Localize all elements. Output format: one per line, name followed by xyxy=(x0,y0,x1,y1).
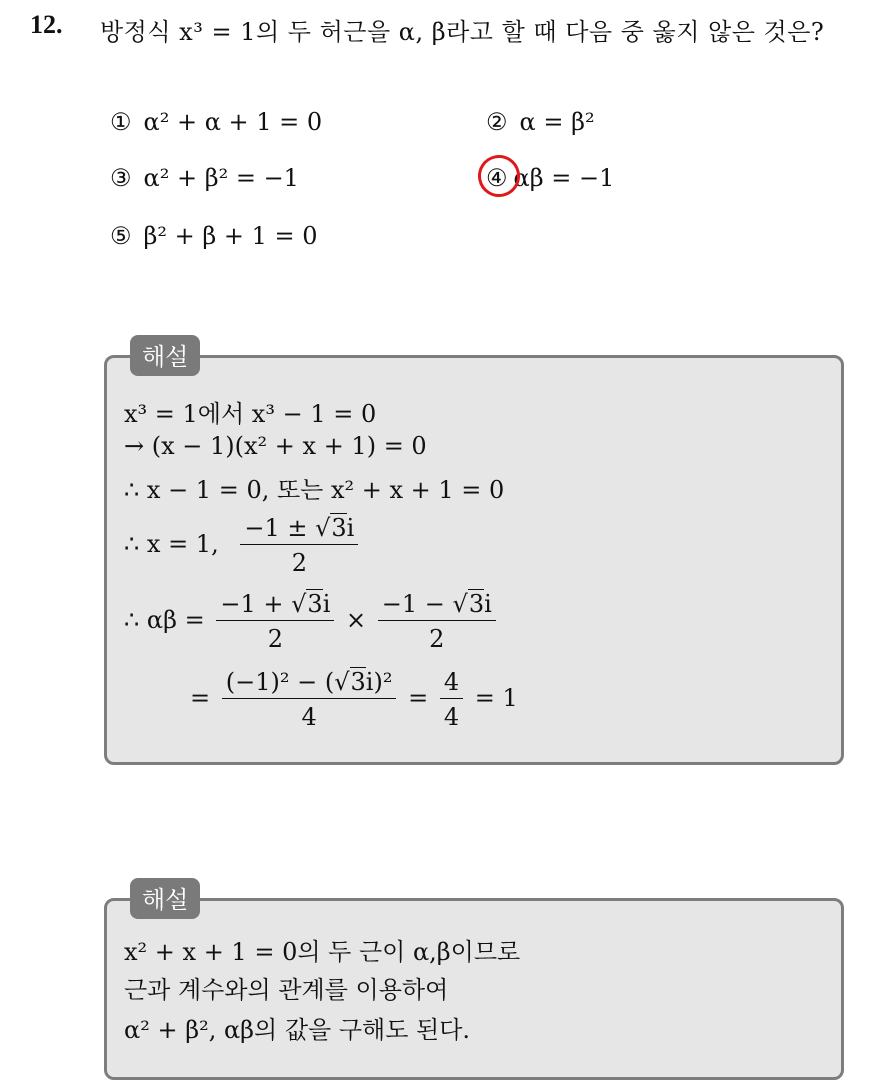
simplified-fraction xyxy=(440,668,463,731)
option-1 xyxy=(110,108,322,136)
product-fraction-numerator: (−1)² − (√3i)² xyxy=(222,668,397,699)
solution-2-line-1: x² + x + 1 = 0의 두 근이 α,β이므로 xyxy=(124,938,521,966)
fraction-beta xyxy=(378,590,496,653)
roots-fraction xyxy=(240,514,358,577)
roots-fraction-numerator: −1 ± √3i xyxy=(240,514,358,545)
fraction-beta-denominator: 2 xyxy=(429,625,445,653)
solution-1-tag: 해설 xyxy=(130,335,200,376)
imaginary-unit: i xyxy=(322,590,331,618)
numerator-part: −1 − xyxy=(381,590,453,618)
solution-1-line-1: x³ = 1에서 x³ − 1 = 0 xyxy=(124,400,377,428)
product-fraction xyxy=(222,668,397,731)
solution-2-line-2: 근과 계수와의 관계를 이용하여 xyxy=(124,976,449,1004)
option-4-expression: αβ = −1 xyxy=(513,164,615,192)
roots-fraction-denominator: 2 xyxy=(291,549,307,577)
solution-1-line-6 xyxy=(190,668,518,731)
radicand: 3 xyxy=(307,590,323,618)
option-1-number: ① xyxy=(110,108,132,136)
radicand: 3 xyxy=(350,668,366,696)
line-5-prefix: ∴ αβ = xyxy=(124,606,205,634)
solution-1-line-2: → (x − 1)(x² + x + 1) = 0 xyxy=(124,432,427,460)
times-sign: × xyxy=(346,606,367,634)
simplified-fraction-numerator: 4 xyxy=(440,668,463,699)
equals-sign-2: = xyxy=(408,684,429,712)
solution-2-line-3: α² + β², αβ의 값을 구해도 된다. xyxy=(124,1016,471,1044)
fraction-alpha xyxy=(216,590,334,653)
radicand: 3 xyxy=(468,590,485,618)
option-2-expression: α = β² xyxy=(519,108,595,136)
option-5 xyxy=(110,222,318,250)
result: = 1 xyxy=(474,684,518,712)
question-number: 12. xyxy=(30,10,63,39)
numerator-part: −1 + xyxy=(220,590,292,618)
radicand: 3 xyxy=(331,514,347,542)
equals-sign: = xyxy=(190,684,211,712)
simplified-fraction-denominator: 4 xyxy=(443,703,460,731)
solution-2-tag: 해설 xyxy=(130,878,200,919)
question-text: 방정식 x³ = 1의 두 허근을 α, β라고 할 때 다음 중 옳지 않은 것은? xyxy=(100,18,825,46)
fraction-alpha-numerator: −1 + √3i xyxy=(216,590,334,621)
numerator-part: −1 ± xyxy=(244,514,316,542)
option-3-number: ③ xyxy=(110,164,132,192)
solution-1-line-3: ∴ x − 1 = 0, 또는 x² + x + 1 = 0 xyxy=(124,476,505,504)
imaginary-unit: i xyxy=(484,590,492,618)
option-4-number: ④ xyxy=(486,164,508,192)
option-1-expression: α² + α + 1 = 0 xyxy=(143,108,323,136)
imaginary-unit: i xyxy=(346,514,355,542)
solution-1-line-5 xyxy=(124,590,500,653)
numerator-part: (−1)² − ( xyxy=(225,668,335,696)
option-3-expression: α² + β² = −1 xyxy=(143,164,299,192)
numerator-tail: i)² xyxy=(365,668,393,696)
product-fraction-denominator: 4 xyxy=(301,703,317,731)
option-5-expression: β² + β + 1 = 0 xyxy=(143,222,318,250)
option-5-number: ⑤ xyxy=(110,222,132,250)
line-4-prefix: ∴ x = 1, xyxy=(124,530,219,558)
fraction-beta-numerator: −1 − √3i xyxy=(378,590,496,621)
option-3 xyxy=(110,164,299,192)
fraction-alpha-denominator: 2 xyxy=(267,625,283,653)
solution-1-line-4 xyxy=(124,514,362,577)
option-2-number: ② xyxy=(486,108,508,136)
answer-circle-marker xyxy=(474,151,524,201)
option-2 xyxy=(486,108,595,136)
